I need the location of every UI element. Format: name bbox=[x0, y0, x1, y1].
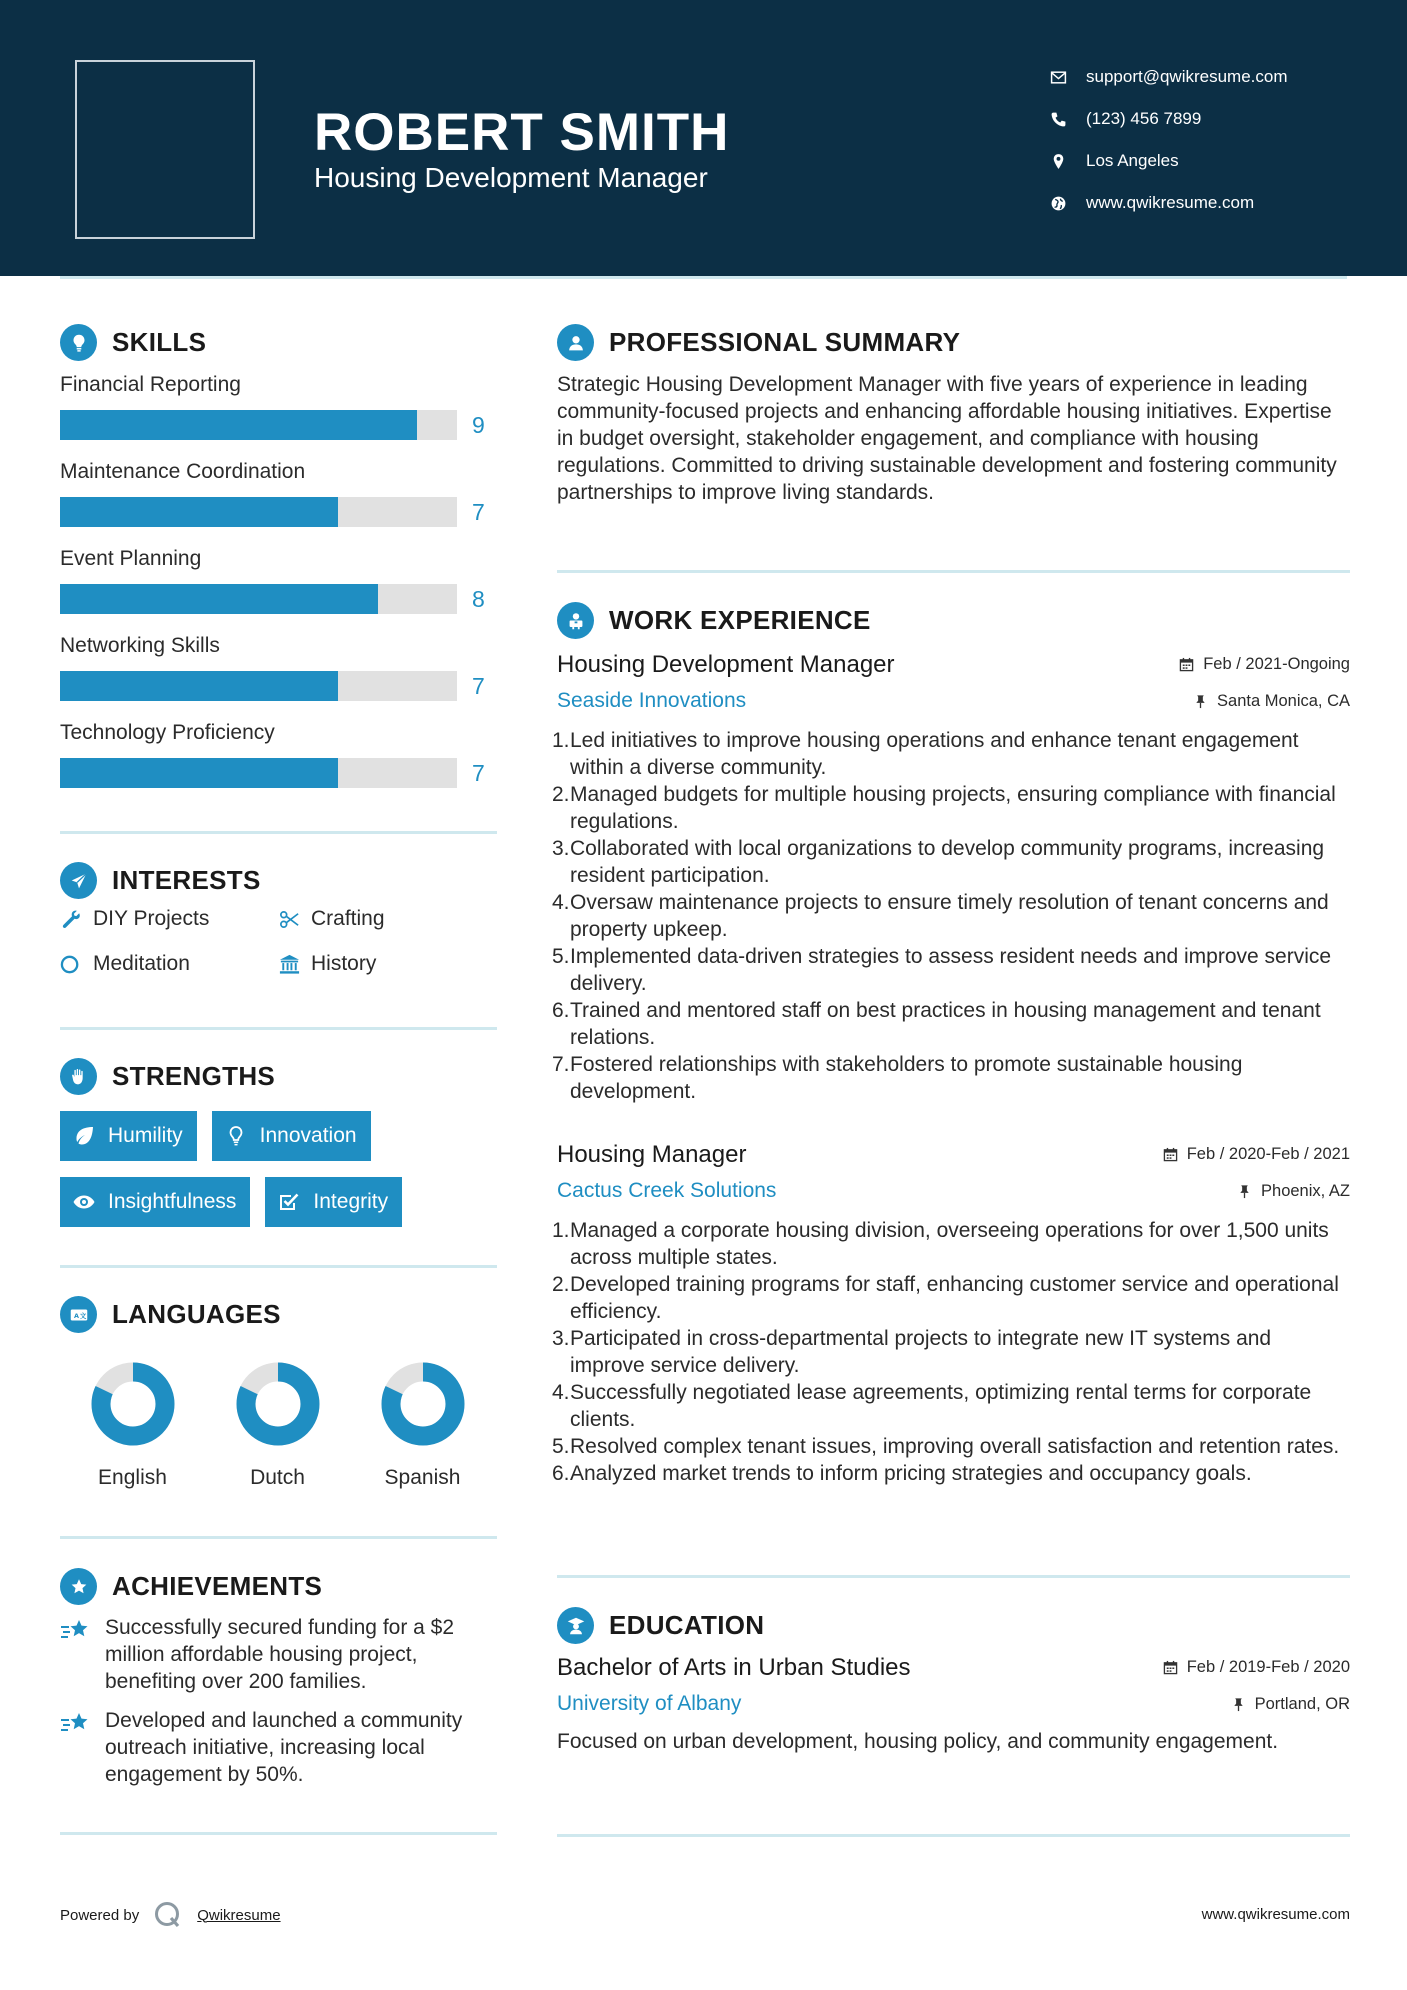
star-badge-icon bbox=[60, 1568, 97, 1605]
lightbulb-icon bbox=[60, 324, 97, 361]
section-divider bbox=[557, 1834, 1350, 1837]
summary-heading: PROFESSIONAL SUMMARY bbox=[557, 324, 960, 361]
job-title: Housing Manager bbox=[557, 1141, 747, 1168]
strength-chip: Humility bbox=[60, 1111, 197, 1161]
circle-icon bbox=[60, 953, 93, 976]
achievement-item: Developed and launched a community outreach initiative, increasing local engagement by 50%. bbox=[60, 1707, 500, 1788]
briefcase-user-icon bbox=[557, 602, 594, 639]
strength-chip: Integrity bbox=[265, 1177, 402, 1227]
interest-item: Crafting bbox=[278, 905, 498, 933]
job-entry bbox=[552, 651, 1350, 1105]
phone-icon bbox=[1050, 111, 1086, 128]
job-bullet: 7. Fostered relationships with stakeholders to promote sustainable housing development. bbox=[552, 1053, 1243, 1103]
leaf-icon bbox=[72, 1124, 96, 1148]
qwikresume-logo-icon bbox=[153, 1900, 183, 1930]
interests-heading: INTERESTS bbox=[60, 862, 261, 899]
skill-item bbox=[60, 370, 500, 457]
skill-name: Financial Reporting bbox=[60, 373, 241, 396]
section-divider bbox=[557, 570, 1350, 573]
skill-bar-fill bbox=[60, 758, 338, 788]
pushpin-icon bbox=[1231, 1697, 1246, 1712]
skill-value: 7 bbox=[472, 759, 485, 786]
svg-text:文: 文 bbox=[79, 1311, 86, 1320]
footer-website[interactable]: www.qwikresume.com bbox=[1201, 1906, 1350, 1923]
skill-value: 7 bbox=[472, 672, 485, 699]
language-icon bbox=[60, 1296, 97, 1333]
map-pin-icon bbox=[1050, 153, 1086, 170]
job-entry bbox=[552, 1141, 1350, 1487]
header-divider bbox=[60, 276, 1347, 279]
fist-icon bbox=[60, 1058, 97, 1095]
language-name: English bbox=[98, 1466, 167, 1489]
scissors-icon bbox=[278, 908, 311, 931]
skill-bar bbox=[60, 410, 457, 440]
school-name: University of Albany bbox=[557, 1692, 742, 1715]
svg-text:A: A bbox=[73, 1311, 79, 1320]
languages-list bbox=[60, 1360, 500, 1490]
language-item bbox=[60, 1360, 205, 1490]
education-entry bbox=[557, 1654, 1350, 1755]
language-item bbox=[205, 1360, 350, 1490]
strengths-list bbox=[60, 1111, 500, 1243]
contact-list bbox=[1050, 56, 1288, 224]
job-date: Feb / 2020-Feb / 2021 bbox=[1163, 1145, 1350, 1164]
interest-item: History bbox=[278, 950, 498, 978]
eye-icon bbox=[72, 1190, 96, 1214]
job-bullets bbox=[552, 1217, 1350, 1487]
museum-icon bbox=[278, 953, 311, 976]
interest-item: DIY Projects bbox=[60, 905, 278, 933]
degree-title: Bachelor of Arts in Urban Studies bbox=[557, 1654, 911, 1681]
job-bullet: 6. Trained and mentored staff on best practices in housing management and tenant relations. bbox=[552, 999, 1321, 1049]
shooting-star-icon bbox=[60, 1707, 105, 1788]
section-divider bbox=[557, 1575, 1350, 1578]
section-divider bbox=[60, 1536, 497, 1539]
summary-text: Strategic Housing Development Manager with five years of experience in leading community-focused projects and enhancing affordable housing initiatives. Expertise in budget oversight, stakeholder engagement, and compliance with housing regulations. Committed to driving sustainable development and fostering community partnerships to improve living standards. bbox=[557, 373, 1337, 504]
candidate-name: ROBERT SMITH bbox=[314, 103, 730, 162]
skill-value: 8 bbox=[472, 585, 485, 612]
strength-chip: Innovation bbox=[212, 1111, 371, 1161]
paper-plane-icon bbox=[60, 862, 97, 899]
skill-bar bbox=[60, 497, 457, 527]
job-bullet: 2. Developed training programs for staff, enhancing customer service and operational efficiency. bbox=[552, 1273, 1339, 1323]
contact-website[interactable]: www.qwikresume.com bbox=[1050, 182, 1288, 224]
skill-item bbox=[60, 457, 500, 544]
calendar-icon bbox=[1163, 1660, 1178, 1675]
languages-heading: A 文 LANGUAGES bbox=[60, 1296, 281, 1333]
calendar-icon bbox=[1179, 657, 1194, 672]
job-bullet: 3. Participated in cross-departmental projects to integrate new IT systems and improve service delivery. bbox=[552, 1327, 1272, 1377]
skill-bar bbox=[60, 584, 457, 614]
graduate-icon bbox=[557, 1607, 594, 1644]
achievement-item: Successfully secured funding for a $2 million affordable housing project, benefiting over 200 families. bbox=[60, 1614, 500, 1695]
strength-chip: Insightfulness bbox=[60, 1177, 250, 1227]
job-location: Santa Monica, CA bbox=[1193, 692, 1350, 711]
interests-list bbox=[60, 905, 500, 978]
pushpin-icon bbox=[1193, 694, 1208, 709]
skill-item bbox=[60, 718, 500, 805]
footer-powered-by: Powered by Qwikresume bbox=[60, 1900, 281, 1930]
interest-item: Meditation bbox=[60, 950, 278, 978]
check-square-icon bbox=[277, 1190, 301, 1214]
user-icon bbox=[557, 324, 594, 361]
language-donut bbox=[379, 1360, 467, 1448]
education-date: Feb / 2019-Feb / 2020 bbox=[1163, 1658, 1350, 1677]
job-bullet: 2. Managed budgets for multiple housing projects, ensuring compliance with financial regulations. bbox=[552, 783, 1336, 833]
skill-bar-fill bbox=[60, 671, 338, 701]
skills-heading: SKILLS bbox=[60, 324, 206, 361]
job-date: Feb / 2021-Ongoing bbox=[1179, 655, 1350, 674]
pushpin-icon bbox=[1237, 1184, 1252, 1199]
skill-bar-fill bbox=[60, 584, 378, 614]
job-bullet: 1. Led initiatives to improve housing operations and enhance tenant engagement within a diverse community. bbox=[552, 729, 1299, 779]
skill-bar bbox=[60, 758, 457, 788]
education-location: Portland, OR bbox=[1231, 1695, 1350, 1714]
shooting-star-icon bbox=[60, 1614, 105, 1695]
job-company: Cactus Creek Solutions bbox=[557, 1179, 777, 1202]
section-divider bbox=[60, 1265, 497, 1268]
skill-name: Networking Skills bbox=[60, 634, 220, 657]
education-description: Focused on urban development, housing policy, and community engagement. bbox=[557, 1730, 1279, 1753]
achievements-heading: ACHIEVEMENTS bbox=[60, 1568, 322, 1605]
strengths-heading: STRENGTHS bbox=[60, 1058, 275, 1095]
job-bullet: 4. Successfully negotiated lease agreements, optimizing rental terms for corporate clients. bbox=[552, 1381, 1312, 1431]
contact-location: Los Angeles bbox=[1050, 140, 1288, 182]
achievements-list bbox=[60, 1614, 500, 1800]
skill-name: Technology Proficiency bbox=[60, 721, 275, 744]
job-bullet: 6. Analyzed market trends to inform pricing strategies and occupancy goals. bbox=[552, 1462, 1252, 1485]
job-bullets bbox=[552, 727, 1350, 1105]
language-name: Dutch bbox=[250, 1466, 305, 1489]
job-bullet: 3. Collaborated with local organizations to develop community programs, increasing resident participation. bbox=[552, 837, 1325, 887]
work-heading: WORK EXPERIENCE bbox=[557, 602, 871, 639]
resume-header bbox=[0, 0, 1407, 276]
qwikresume-link[interactable]: Qwikresume bbox=[197, 1906, 281, 1924]
education-heading: EDUCATION bbox=[557, 1607, 764, 1644]
skill-bar-fill bbox=[60, 497, 338, 527]
job-bullet: 5. Resolved complex tenant issues, improving overall satisfaction and retention rates. bbox=[552, 1435, 1340, 1458]
envelope-icon bbox=[1050, 69, 1086, 86]
profile-photo-placeholder bbox=[75, 60, 255, 239]
skill-item bbox=[60, 631, 500, 718]
contact-phone[interactable]: (123) 456 7899 bbox=[1050, 98, 1288, 140]
skill-name: Event Planning bbox=[60, 547, 202, 570]
skill-name: Maintenance Coordination bbox=[60, 460, 306, 483]
candidate-title: Housing Development Manager bbox=[314, 162, 708, 193]
skill-item bbox=[60, 544, 500, 631]
language-name: Spanish bbox=[384, 1466, 461, 1489]
skill-value: 7 bbox=[472, 498, 485, 525]
skill-bar-fill bbox=[60, 410, 417, 440]
job-bullet: 1. Managed a corporate housing division, overseeing operations for over 1,500 units across multiple states. bbox=[552, 1219, 1329, 1269]
job-location: Phoenix, AZ bbox=[1237, 1182, 1350, 1201]
language-donut bbox=[89, 1360, 177, 1448]
wrench-icon bbox=[60, 908, 93, 931]
language-item bbox=[350, 1360, 495, 1490]
globe-icon bbox=[1050, 195, 1086, 212]
section-divider bbox=[60, 831, 497, 834]
language-donut bbox=[234, 1360, 322, 1448]
skills-list bbox=[60, 370, 500, 805]
section-divider bbox=[60, 1027, 497, 1030]
job-title: Housing Development Manager bbox=[557, 651, 895, 678]
lightbulb-icon bbox=[224, 1124, 248, 1148]
job-bullet: 4. Oversaw maintenance projects to ensure timely resolution of tenant concerns and property upkeep. bbox=[552, 891, 1329, 941]
job-company: Seaside Innovations bbox=[557, 689, 747, 712]
skill-value: 9 bbox=[472, 411, 485, 438]
section-divider bbox=[60, 1832, 497, 1835]
contact-email[interactable]: support@qwikresume.com bbox=[1050, 56, 1288, 98]
skill-bar bbox=[60, 671, 457, 701]
calendar-icon bbox=[1163, 1147, 1178, 1162]
job-bullet: 5. Implemented data-driven strategies to assess resident needs and improve service delivery. bbox=[552, 945, 1332, 995]
